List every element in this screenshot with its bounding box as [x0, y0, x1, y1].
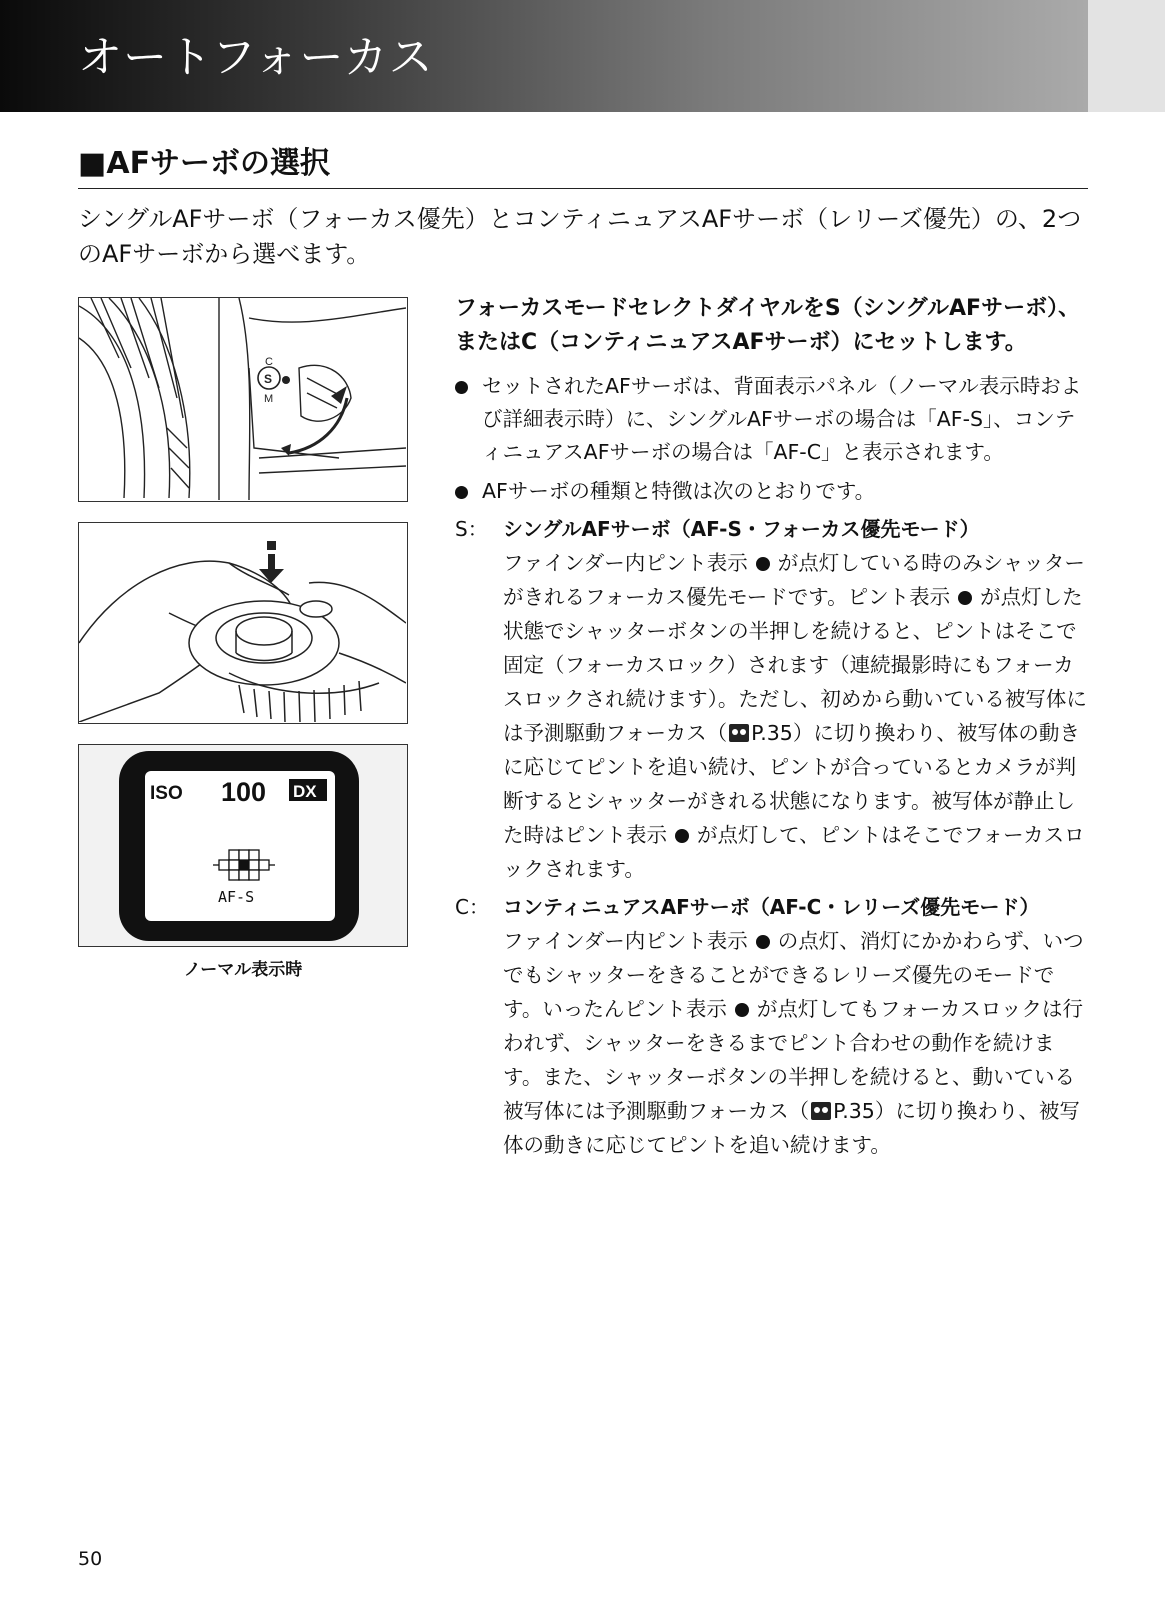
instruction-column	[455, 292, 1090, 1168]
lcd-iso-value: 100	[221, 777, 267, 807]
dial-label-c: C	[265, 356, 273, 368]
mode-s-description: ファインダー内ピント表示 が点灯している時のみシャッターがきれるフォーカス優先モードです。ピント表示 が点灯した状態でシャッターボタンの半押しを続けると、ピントはそこで固定（フォーカスロック）されます（連続撮影時にもフォーカスロックされ続けます）。ただし、初めから動いている被写体には予測駆動フォーカス（ P.35）に切り換わり、被写体の動きに応じてピントを追い続け、ピントが合っているとカメラが判断するとシャッターがきれる状態になります。被写体が静止した時はピント表示 が点灯して、ピントはそこでフォーカスロックされます。	[503, 551, 1087, 881]
focus-indicator-icon	[756, 557, 770, 571]
intro-text: シングルAFサーボ（フォーカス優先）とコンティニュアスAFサーボ（レリーズ優先）の、2つのAFサーボから選べます。	[78, 205, 1082, 268]
focus-mode-dial-illustration	[78, 297, 408, 502]
figure-caption: ノーマル表示時	[183, 960, 303, 980]
page-reference: P.35	[833, 1099, 875, 1123]
page-reference-icon	[729, 724, 749, 742]
control-panel-lcd-illustration	[78, 744, 408, 947]
lcd-dx-label: DX	[293, 782, 317, 801]
mode-s-title: シングルAFサーボ（AF-S・フォーカス優先モード）	[503, 517, 980, 541]
section-heading: ■AFサーボの選択	[78, 146, 1088, 189]
mode-s-heading	[455, 514, 1090, 544]
focus-indicator-icon	[958, 591, 972, 605]
focus-indicator-icon	[756, 935, 770, 949]
lcd-af-mode: AF-S	[218, 888, 255, 906]
bullet-item: AFサーボの種類と特徴は次のとおりです。	[455, 475, 1090, 508]
page-reference: P.35	[751, 721, 793, 745]
focus-indicator-icon	[675, 829, 689, 843]
mode-s-letter: S：	[455, 517, 488, 541]
mode-c-description: ファインダー内ピント表示 の点灯、消灯にかかわらず、いつでもシャッターをきることができるレリーズ優先のモードです。いったんピント表示 が点灯してもフォーカスロックは行われず、シャッターをきるまでピント合わせの動作を続けます。また、シャッターボタンの半押しを続けると、動いている被写体には予測駆動フォーカス（ P.35）に切り換わり、被写体の動きに応じてピントを追い続けます。	[503, 929, 1084, 1157]
instruction-step: フォーカスモードセレクトダイヤルをS（シングルAFサーボ）、またはC（コンティニュアスAFサーボ）にセットします。	[455, 296, 1081, 355]
page-reference-icon	[811, 1102, 831, 1120]
shutter-press-illustration	[78, 522, 408, 724]
bullet-item: セットされたAFサーボは、背面表示パネル（ノーマル表示時および詳細表示時）に、シングルAFサーボの場合は「AF-S」、コンティニュアスAFサーボの場合は「AF-C」と表示されます。	[455, 370, 1090, 469]
dial-label-m: M	[264, 393, 274, 405]
lcd-iso-label: ISO	[150, 783, 183, 804]
mode-c-title: コンティニュアスAFサーボ（AF-C・レリーズ優先モード）	[503, 895, 1040, 919]
page-title: オートフォーカス	[78, 32, 434, 83]
page-number: 50	[78, 1548, 103, 1570]
mode-c-letter: C：	[455, 895, 489, 919]
header-tab	[1088, 0, 1165, 112]
dial-label-s: S	[264, 372, 273, 386]
focus-indicator-icon	[735, 1003, 749, 1017]
mode-c-heading	[455, 892, 1090, 922]
